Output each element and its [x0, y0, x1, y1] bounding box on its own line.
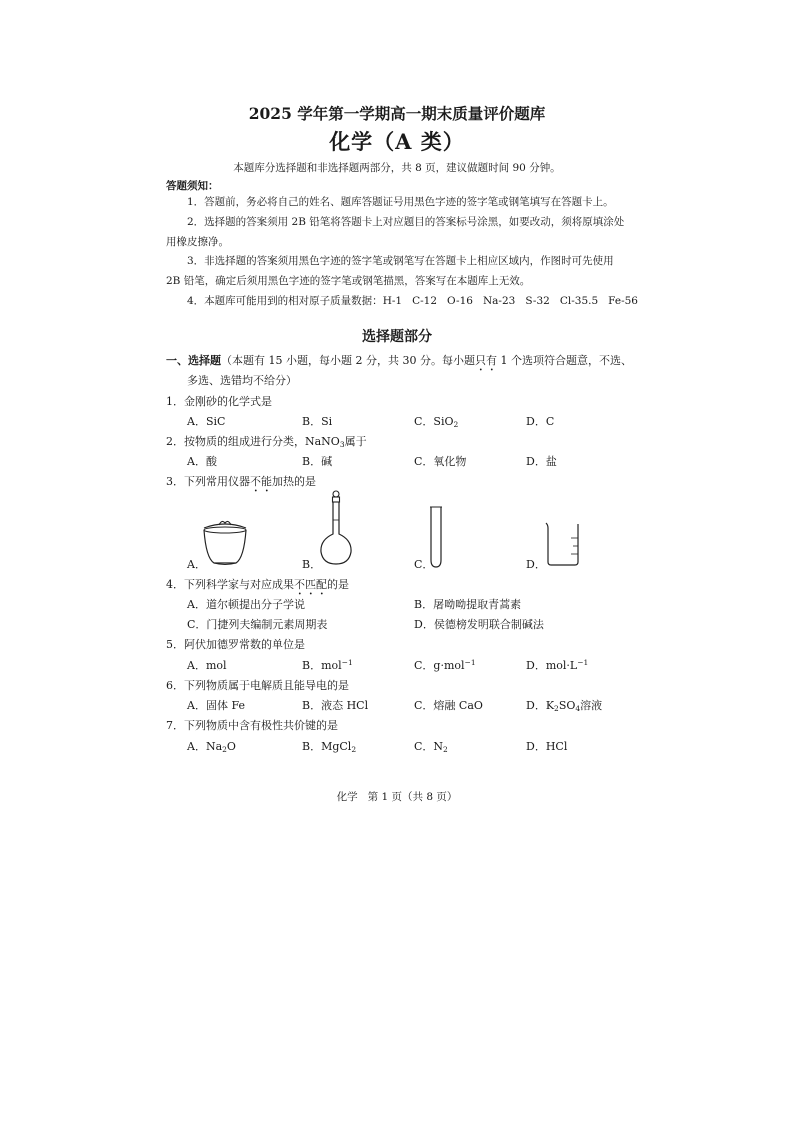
q7-option-d: D．HCl: [526, 740, 568, 753]
notice-item-4: [187, 294, 638, 308]
exam-intro: 本题库分选择题和非选择题两部分，共 8 页，建议做题时间 90 分钟。: [233, 162, 561, 174]
q3-option-a: A．: [187, 558, 206, 571]
q6-option-a: A．固体 Fe: [187, 699, 245, 712]
section-instructions: [166, 352, 632, 374]
subject-title: 化学（A 类）: [329, 129, 465, 154]
q1-option-c: C．SiO$_2$: [414, 415, 459, 429]
section-title: 选择题部分: [362, 329, 432, 345]
q6-option-c: C．熔融 CaO: [414, 699, 483, 712]
crucible-icon: [198, 518, 252, 568]
question-7-stem: 7．下列物质中含有极性共价键的是: [166, 719, 338, 732]
q1-option-d: D．C: [526, 415, 555, 428]
question-2-stem: 2．按物质的组成进行分类，NaNO$_3$属于: [166, 435, 367, 449]
q3-option-d: D．: [526, 558, 546, 571]
notice-item-3-line2: 2B 铅笔，确定后须用黑色字迹的签字笔或钢笔描黑，答案写在本题库上无效。: [166, 275, 531, 287]
q2-option-b: B．碱: [302, 455, 333, 468]
q2-option-c: C．氧化物: [414, 455, 467, 468]
q1-option-a: A．SiC: [187, 415, 226, 428]
q7-option-a: A．$Na_2O$: [187, 740, 236, 754]
beaker-icon: [543, 520, 583, 568]
exam-title: 2025 学年第一学期高一期末质量评价题库: [248, 104, 546, 123]
instructions-text-1: （本题有 15 小题，每小题 2 分，共 30 分。每小题: [221, 354, 475, 367]
q1-option-b: B．Si: [302, 415, 333, 428]
volumetric-flask-icon: [316, 490, 356, 568]
q5-option-a: A．mol: [187, 659, 227, 672]
instructions-text-2: 1 个选项符合题意，不选、: [496, 354, 632, 367]
notice-item-2-line2: 用橡皮擦净。: [166, 236, 229, 248]
q2-option-a: A．酸: [187, 455, 217, 468]
q3-option-b: B．: [302, 558, 322, 571]
q4-option-c: C．门捷列夫编制元素周期表: [187, 618, 328, 631]
page-footer: 化学 第 1 页（共 8 页）: [336, 791, 458, 803]
question-3-stem: 3．下列常用仪器不能加热的是: [166, 475, 316, 488]
section-instructions-line2: 多选、选错均不给分）: [187, 374, 297, 387]
notice-item-3-line1: 3．非选择题的答案须用黑色字迹的签字笔或钢笔写在答题卡上相应区域内，作图时可先使用: [187, 255, 614, 267]
notice-item-4-prefix: 4．本题库可能用到的相对原子质量数据：: [187, 295, 383, 307]
notice-heading: 答题须知：: [166, 180, 219, 192]
notice-item-1: 1．答题前，务必将自己的姓名、题库答题证号用黑色字迹的签字笔或钢笔填写在答题卡上。: [187, 196, 614, 208]
notice-item-2-line1: 2．选择题的答案须用 2B 铅笔将答题卡上对应题目的答案标号涂黑，如要改动，须将原填涂处: [187, 216, 625, 228]
q4-option-b: B．屠呦呦提取青蒿素: [414, 598, 522, 611]
q4-option-d: D．侯德榜发明联合制碱法: [414, 618, 544, 631]
q4-option-a: A．道尔顿提出分子学说: [187, 598, 305, 611]
q6-option-b: B．液态 HCl: [302, 699, 369, 712]
part-label: 一、选择题: [166, 354, 221, 367]
question-5-stem: 5．阿伏加德罗常数的单位是: [166, 638, 305, 651]
atomic-masses: H-1 C-12 O-16 Na-23 S-32 Cl-35.5 Fe-56: [382, 295, 638, 307]
q3-option-c: C．: [414, 558, 434, 571]
q5-option-d: D．$mol\cdot L^{-1}$: [526, 658, 589, 672]
q2-option-d: D．盐: [526, 455, 557, 468]
question-6-stem: 6．下列物质属于电解质且能导电的是: [166, 679, 349, 692]
instructions-emphasis: 只有: [474, 354, 497, 367]
question-1-stem: 1．金刚砂的化学式是: [166, 395, 272, 408]
q7-option-c: C．$N_2$: [414, 740, 448, 754]
question-4-stem: 4．下列科学家与对应成果不匹配的是: [166, 578, 349, 591]
q5-option-b: B．mol$^{-1}$: [302, 658, 353, 672]
q5-option-c: C．g·mol$^{-1}$: [414, 658, 476, 672]
q6-option-d: D．$K_2SO_4$溶液: [526, 699, 603, 713]
q7-option-b: B．MgCl$_2$: [302, 740, 357, 754]
